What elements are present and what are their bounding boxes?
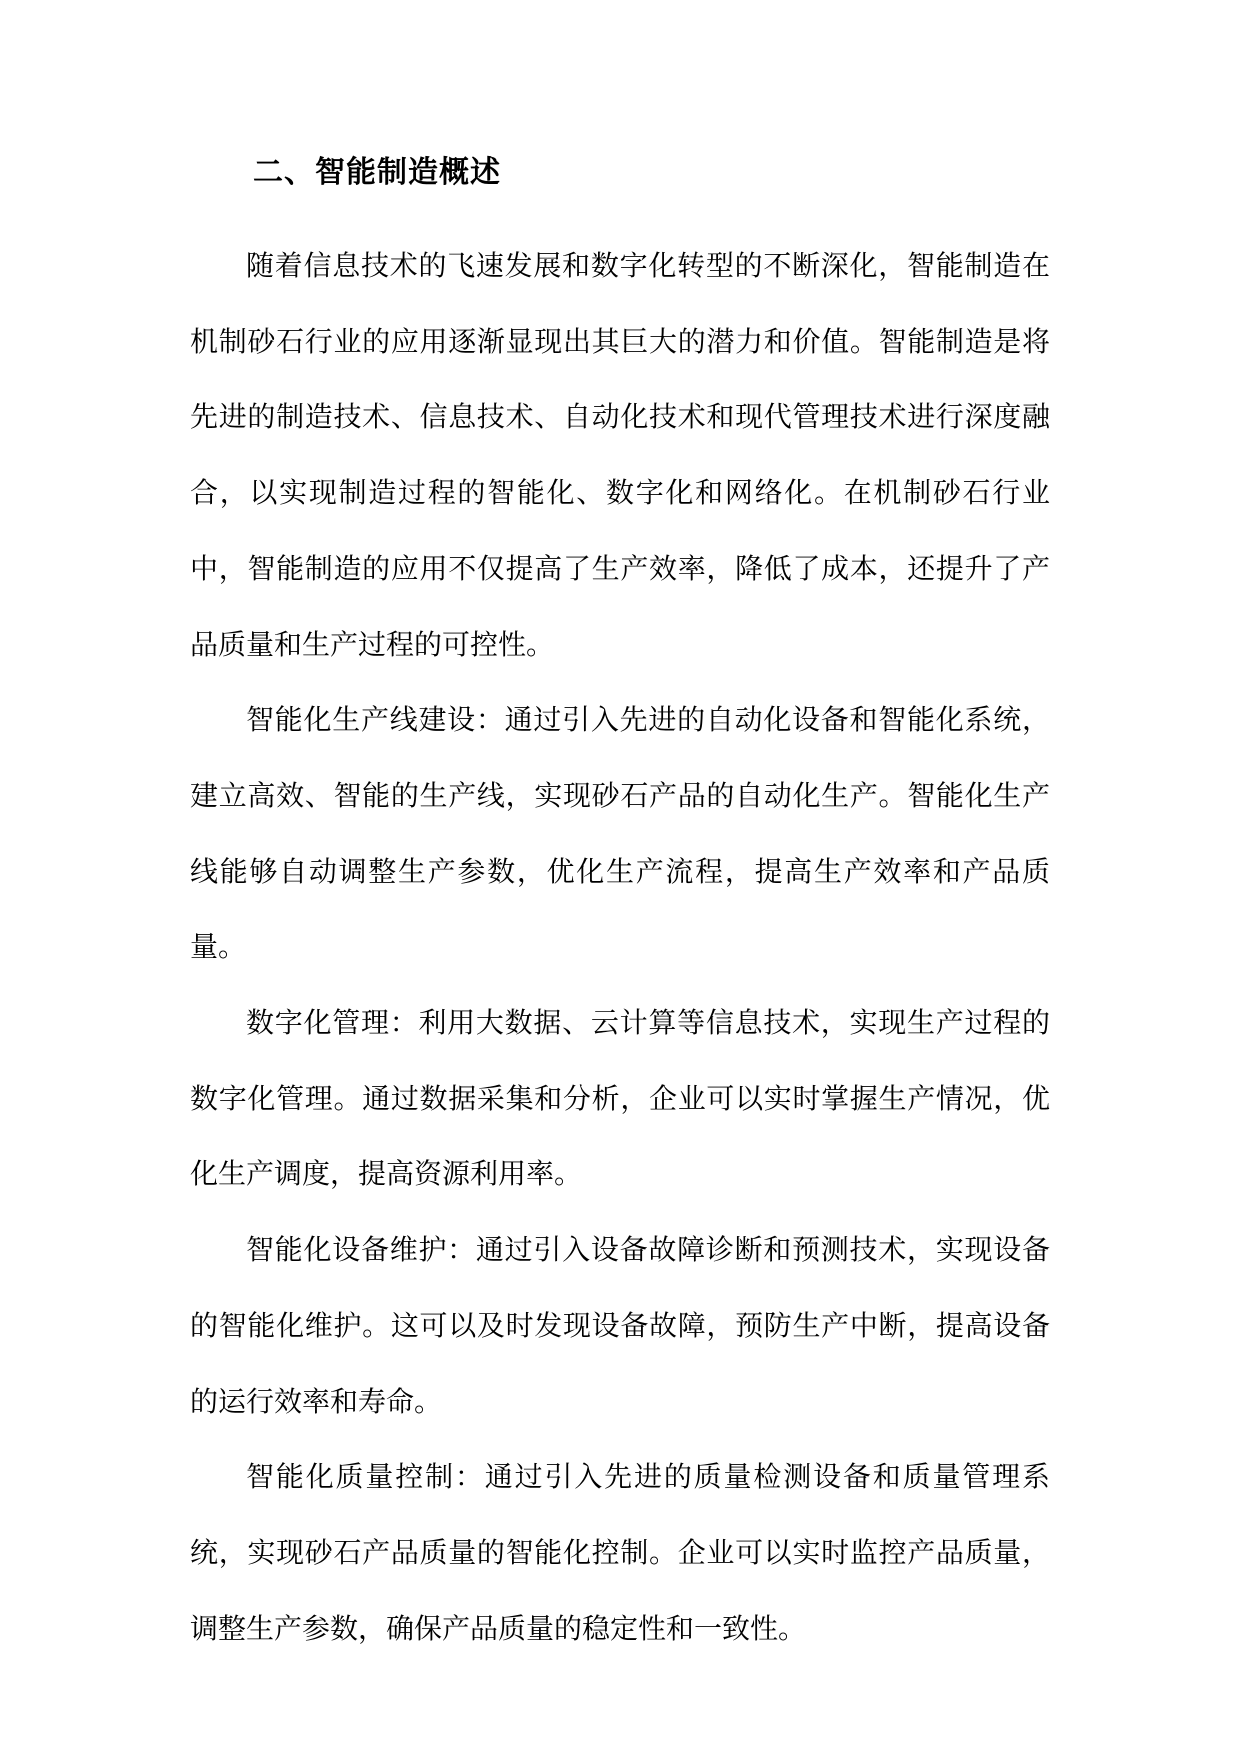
paragraph-quality-control: 智能化质量控制：通过引入先进的质量检测设备和质量管理系统，实现砂石产品质量的智能化控制。企业可以实时监控产品质量，调整生产参数，确保产品质量的稳定性和一致性。 bbox=[190, 1460, 1050, 1645]
document-body bbox=[190, 228, 1050, 1666]
paragraph-equipment-maintenance: 智能化设备维护：通过引入设备故障诊断和预测技术，实现设备的智能化维护。这可以及时发现设备故障，预防生产中断，提高设备的运行效率和寿命。 bbox=[190, 1233, 1050, 1418]
paragraph-digital-management: 数字化管理：利用大数据、云计算等信息技术，实现生产过程的数字化管理。通过数据采集和分析，企业可以实时掌握生产情况，优化生产调度，提高资源利用率。 bbox=[190, 1006, 1050, 1191]
paragraph-intro: 随着信息技术的飞速发展和数字化转型的不断深化，智能制造在机制砂石行业的应用逐渐显现出其巨大的潜力和价值。智能制造是将先进的制造技术、信息技术、自动化技术和现代管理技术进行深度融合，以实现制造过程的智能化、数字化和网络化。在机制砂石行业中，智能制造的应用不仅提高了生产效率，降低了成本，还提升了产品质量和生产过程的可控性。 bbox=[190, 249, 1050, 661]
section-heading: 二、智能制造概述 bbox=[253, 155, 501, 190]
paragraph-production-line: 智能化生产线建设：通过引入先进的自动化设备和智能化系统，建立高效、智能的生产线，实现砂石产品的自动化生产。智能化生产线能够自动调整生产参数，优化生产流程，提高生产效率和产品质量。 bbox=[190, 703, 1050, 964]
